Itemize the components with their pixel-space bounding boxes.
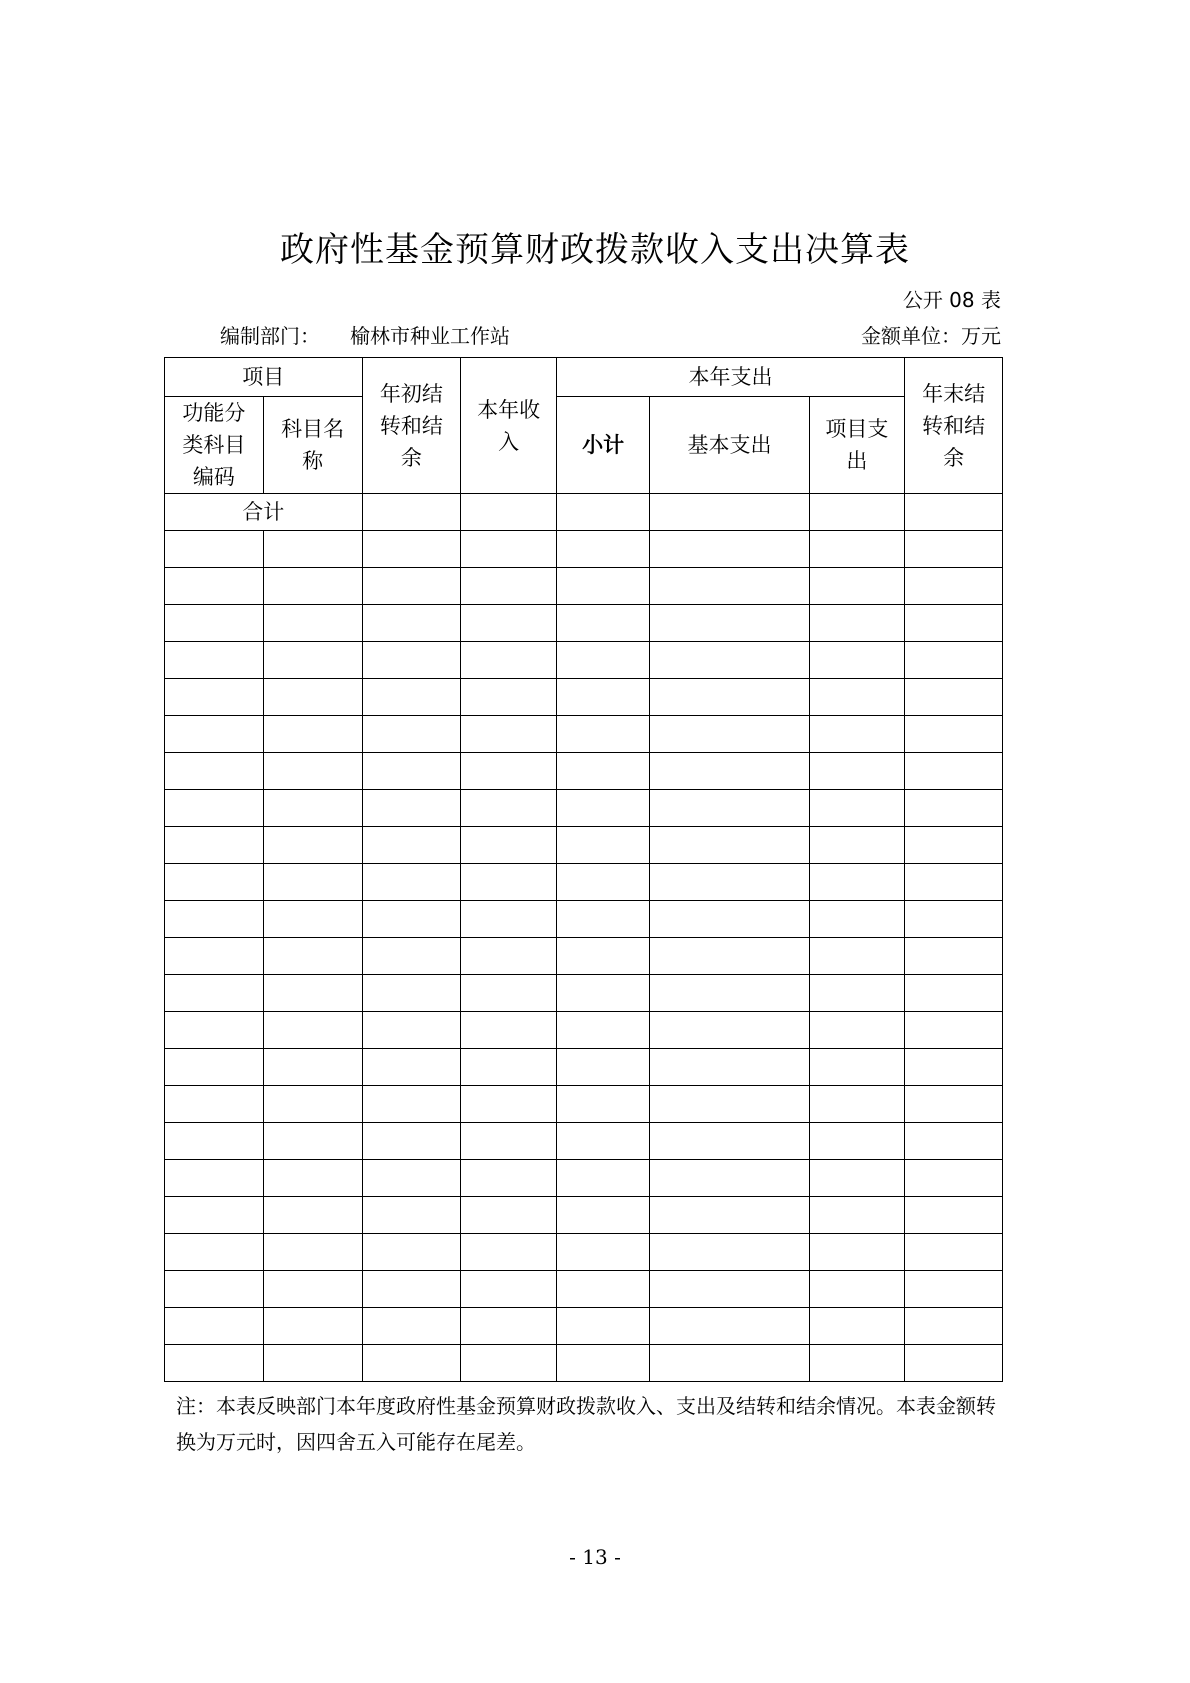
table-cell bbox=[263, 790, 362, 827]
table-cell bbox=[556, 1197, 649, 1234]
table-cell bbox=[905, 827, 1003, 864]
table-cell bbox=[905, 1308, 1003, 1345]
table-cell bbox=[362, 901, 461, 938]
table-cell bbox=[165, 1012, 264, 1049]
table-cell bbox=[650, 827, 809, 864]
table-cell bbox=[650, 938, 809, 975]
table-cell bbox=[362, 642, 461, 679]
table-cell bbox=[905, 605, 1003, 642]
amount-unit: 金额单位：万元 bbox=[861, 324, 1001, 348]
table-cell bbox=[905, 568, 1003, 605]
table-row bbox=[165, 1234, 1003, 1271]
table-row bbox=[165, 790, 1003, 827]
table-row bbox=[165, 1308, 1003, 1345]
table-cell bbox=[461, 531, 557, 568]
table-cell bbox=[461, 1308, 557, 1345]
table-cell bbox=[905, 679, 1003, 716]
table-cell bbox=[263, 531, 362, 568]
table-cell bbox=[461, 1086, 557, 1123]
table-cell bbox=[556, 1012, 649, 1049]
table-cell bbox=[556, 716, 649, 753]
table-cell bbox=[556, 1086, 649, 1123]
table-row bbox=[165, 605, 1003, 642]
table-cell bbox=[165, 568, 264, 605]
table-cell bbox=[556, 901, 649, 938]
table-cell bbox=[809, 716, 905, 753]
table-cell bbox=[905, 1345, 1003, 1382]
table-cell bbox=[809, 1123, 905, 1160]
table-cell bbox=[556, 1308, 649, 1345]
table-row bbox=[165, 938, 1003, 975]
table-cell bbox=[905, 938, 1003, 975]
table-cell bbox=[362, 568, 461, 605]
form-number: 公开 08 表 bbox=[902, 288, 1001, 312]
table-row bbox=[165, 901, 1003, 938]
table-cell bbox=[263, 938, 362, 975]
table-cell bbox=[905, 531, 1003, 568]
table-cell bbox=[556, 605, 649, 642]
table-cell bbox=[362, 1049, 461, 1086]
total-cell bbox=[650, 494, 809, 531]
table-cell bbox=[263, 605, 362, 642]
table-cell bbox=[650, 1271, 809, 1308]
header-func-code bbox=[165, 397, 264, 494]
table-cell bbox=[556, 938, 649, 975]
table-cell bbox=[461, 1049, 557, 1086]
table-cell bbox=[556, 790, 649, 827]
header-carryover-end-text: 年末结转和结余 bbox=[922, 381, 986, 470]
table-cell bbox=[263, 1123, 362, 1160]
table-row bbox=[165, 642, 1003, 679]
table-cell bbox=[362, 1012, 461, 1049]
total-cell bbox=[362, 494, 461, 531]
table-row bbox=[165, 531, 1003, 568]
table-cell bbox=[905, 753, 1003, 790]
page-title: 政府性基金预算财政拨款收入支出决算表 bbox=[280, 230, 910, 270]
table-cell bbox=[809, 568, 905, 605]
table-cell bbox=[650, 568, 809, 605]
table-cell bbox=[809, 790, 905, 827]
table-cell bbox=[362, 1197, 461, 1234]
table-cell bbox=[461, 901, 557, 938]
table-row bbox=[165, 753, 1003, 790]
table-cell bbox=[165, 827, 264, 864]
table-cell bbox=[809, 901, 905, 938]
header-project-expense bbox=[809, 397, 905, 494]
table-cell bbox=[809, 753, 905, 790]
table-cell bbox=[461, 753, 557, 790]
table-cell bbox=[650, 642, 809, 679]
table-cell bbox=[556, 1345, 649, 1382]
table-cell bbox=[362, 605, 461, 642]
table-cell bbox=[650, 605, 809, 642]
table-cell bbox=[362, 679, 461, 716]
table-cell bbox=[809, 938, 905, 975]
table-cell bbox=[461, 1197, 557, 1234]
table-row bbox=[165, 827, 1003, 864]
table-cell bbox=[263, 1049, 362, 1086]
table-cell bbox=[556, 1160, 649, 1197]
table-cell bbox=[362, 864, 461, 901]
table-cell bbox=[461, 1271, 557, 1308]
table-cell bbox=[650, 1012, 809, 1049]
table-cell bbox=[165, 1308, 264, 1345]
table-cell bbox=[650, 679, 809, 716]
table-cell bbox=[650, 1123, 809, 1160]
table-cell bbox=[165, 753, 264, 790]
table-cell bbox=[650, 790, 809, 827]
table-cell bbox=[461, 642, 557, 679]
table-cell bbox=[650, 1086, 809, 1123]
table-cell bbox=[650, 864, 809, 901]
table-row bbox=[165, 1012, 1003, 1049]
table-cell bbox=[362, 1086, 461, 1123]
table-cell bbox=[263, 1160, 362, 1197]
header-subject-name-text: 科目名称 bbox=[281, 417, 345, 473]
department-label: 编制部门： bbox=[220, 324, 320, 348]
table-cell bbox=[461, 975, 557, 1012]
table-cell bbox=[905, 1197, 1003, 1234]
table-cell bbox=[809, 1197, 905, 1234]
table-cell bbox=[809, 1345, 905, 1382]
table-cell bbox=[809, 1160, 905, 1197]
header-income-text: 本年收入 bbox=[477, 397, 541, 454]
table-cell bbox=[461, 1012, 557, 1049]
table-cell bbox=[809, 642, 905, 679]
table-cell bbox=[461, 1345, 557, 1382]
table-cell bbox=[556, 568, 649, 605]
table-cell bbox=[556, 1049, 649, 1086]
table-cell bbox=[461, 679, 557, 716]
table-cell bbox=[263, 1345, 362, 1382]
total-cell bbox=[809, 494, 905, 531]
table-cell bbox=[809, 975, 905, 1012]
department-line bbox=[220, 322, 510, 350]
table-cell bbox=[905, 864, 1003, 901]
budget-table bbox=[164, 357, 1003, 1382]
page-number: - 13 - bbox=[569, 1545, 621, 1569]
table-note: 注：本表反映部门本年度政府性基金预算财政拨款收入、支出及结转和结余情况。本表金额转换为万元时，因四舍五入可能存在尾差。 bbox=[176, 1394, 996, 1454]
table-cell bbox=[165, 790, 264, 827]
header-income bbox=[461, 358, 557, 494]
total-row bbox=[165, 494, 1003, 531]
table-cell bbox=[809, 1234, 905, 1271]
header-row-1 bbox=[165, 358, 1003, 397]
table-cell bbox=[165, 1160, 264, 1197]
total-cell bbox=[461, 494, 557, 531]
table-cell bbox=[263, 864, 362, 901]
table-cell bbox=[461, 938, 557, 975]
table-cell bbox=[165, 1234, 264, 1271]
table-cell bbox=[263, 1012, 362, 1049]
table-row bbox=[165, 716, 1003, 753]
table-cell bbox=[165, 1049, 264, 1086]
header-project-expense-text: 项目支出 bbox=[825, 417, 889, 473]
table-cell bbox=[809, 1049, 905, 1086]
table-cell bbox=[556, 1123, 649, 1160]
table-cell bbox=[556, 864, 649, 901]
table-cell bbox=[263, 679, 362, 716]
table-cell bbox=[905, 1271, 1003, 1308]
table-row bbox=[165, 1123, 1003, 1160]
header-carryover-end bbox=[905, 358, 1003, 494]
table-cell bbox=[461, 1160, 557, 1197]
table-cell bbox=[263, 642, 362, 679]
table-cell bbox=[263, 716, 362, 753]
table-cell bbox=[362, 827, 461, 864]
department-value: 榆林市种业工作站 bbox=[350, 324, 510, 348]
table-cell bbox=[165, 531, 264, 568]
table-row bbox=[165, 1086, 1003, 1123]
table-cell bbox=[165, 1086, 264, 1123]
table-cell bbox=[165, 1345, 264, 1382]
table-cell bbox=[905, 901, 1003, 938]
table-cell bbox=[362, 938, 461, 975]
table-cell bbox=[461, 827, 557, 864]
table-cell bbox=[263, 975, 362, 1012]
table-cell bbox=[165, 605, 264, 642]
table-cell bbox=[809, 1086, 905, 1123]
total-cell bbox=[556, 494, 649, 531]
table-cell bbox=[362, 1345, 461, 1382]
table-cell bbox=[905, 975, 1003, 1012]
table-cell bbox=[905, 1160, 1003, 1197]
table-cell bbox=[263, 1234, 362, 1271]
table-row bbox=[165, 864, 1003, 901]
table-cell bbox=[809, 531, 905, 568]
table-cell bbox=[263, 1086, 362, 1123]
table-cell bbox=[650, 901, 809, 938]
table-cell bbox=[556, 1271, 649, 1308]
header-subject-name bbox=[263, 397, 362, 494]
table-cell bbox=[461, 716, 557, 753]
table-row bbox=[165, 1197, 1003, 1234]
header-row-2 bbox=[165, 397, 1003, 494]
table-row bbox=[165, 568, 1003, 605]
table-cell bbox=[809, 827, 905, 864]
table-cell bbox=[461, 568, 557, 605]
table-cell bbox=[809, 1308, 905, 1345]
table-cell bbox=[905, 1234, 1003, 1271]
table-row bbox=[165, 975, 1003, 1012]
table-cell bbox=[809, 864, 905, 901]
table-cell bbox=[461, 864, 557, 901]
table-cell bbox=[362, 1123, 461, 1160]
table-cell bbox=[650, 975, 809, 1012]
table-cell bbox=[556, 531, 649, 568]
table-cell bbox=[650, 1160, 809, 1197]
table-cell bbox=[556, 827, 649, 864]
table-cell bbox=[461, 605, 557, 642]
table-cell bbox=[905, 790, 1003, 827]
table-cell bbox=[650, 1234, 809, 1271]
table-cell bbox=[263, 568, 362, 605]
table-cell bbox=[461, 1123, 557, 1160]
table-cell bbox=[556, 1234, 649, 1271]
table-cell bbox=[809, 1012, 905, 1049]
table-cell bbox=[165, 1197, 264, 1234]
table-row bbox=[165, 1345, 1003, 1382]
table-row bbox=[165, 1049, 1003, 1086]
header-basic-expense: 基本支出 bbox=[650, 397, 809, 494]
table-cell bbox=[362, 975, 461, 1012]
table-cell bbox=[165, 864, 264, 901]
table-cell bbox=[905, 1123, 1003, 1160]
total-label: 合计 bbox=[165, 494, 363, 531]
table-cell bbox=[362, 531, 461, 568]
table-cell bbox=[362, 1271, 461, 1308]
table-cell bbox=[461, 790, 557, 827]
table-cell bbox=[263, 1308, 362, 1345]
table-cell bbox=[556, 679, 649, 716]
table-row bbox=[165, 679, 1003, 716]
table-cell bbox=[461, 1234, 557, 1271]
table-cell bbox=[556, 642, 649, 679]
table-cell bbox=[165, 642, 264, 679]
table-cell bbox=[263, 753, 362, 790]
table-cell bbox=[809, 1271, 905, 1308]
table-cell bbox=[650, 716, 809, 753]
header-subtotal: 小计 bbox=[556, 397, 649, 494]
table-cell bbox=[263, 1271, 362, 1308]
table-cell bbox=[905, 716, 1003, 753]
table-cell bbox=[165, 679, 264, 716]
table-row bbox=[165, 1160, 1003, 1197]
header-expense: 本年支出 bbox=[556, 358, 904, 397]
table-cell bbox=[809, 605, 905, 642]
table-cell bbox=[263, 901, 362, 938]
table-cell bbox=[362, 1234, 461, 1271]
header-carryover-begin bbox=[362, 358, 461, 494]
header-project: 项目 bbox=[165, 358, 363, 397]
table-cell bbox=[650, 753, 809, 790]
table-cell bbox=[905, 642, 1003, 679]
table-row bbox=[165, 1271, 1003, 1308]
table-cell bbox=[362, 716, 461, 753]
table-cell bbox=[165, 1123, 264, 1160]
header-carryover-begin-text: 年初结转和结余 bbox=[379, 381, 443, 470]
table-cell bbox=[165, 1271, 264, 1308]
table-cell bbox=[650, 531, 809, 568]
table-cell bbox=[556, 753, 649, 790]
table-cell bbox=[905, 1086, 1003, 1123]
table-cell bbox=[650, 1308, 809, 1345]
table-cell bbox=[165, 938, 264, 975]
table-cell bbox=[165, 975, 264, 1012]
table-cell bbox=[263, 827, 362, 864]
table-cell bbox=[905, 1012, 1003, 1049]
table-cell bbox=[362, 1160, 461, 1197]
table-cell bbox=[905, 1049, 1003, 1086]
table-cell bbox=[556, 975, 649, 1012]
table-cell bbox=[650, 1049, 809, 1086]
table-cell bbox=[165, 901, 264, 938]
header-func-code-text: 功能分类科目编码 bbox=[182, 401, 246, 489]
table-cell bbox=[362, 753, 461, 790]
table-cell bbox=[809, 679, 905, 716]
total-cell bbox=[905, 494, 1003, 531]
table-cell bbox=[362, 1308, 461, 1345]
table-cell bbox=[362, 790, 461, 827]
table-cell bbox=[650, 1345, 809, 1382]
table-cell bbox=[650, 1197, 809, 1234]
table-cell bbox=[165, 716, 264, 753]
table-cell bbox=[263, 1197, 362, 1234]
